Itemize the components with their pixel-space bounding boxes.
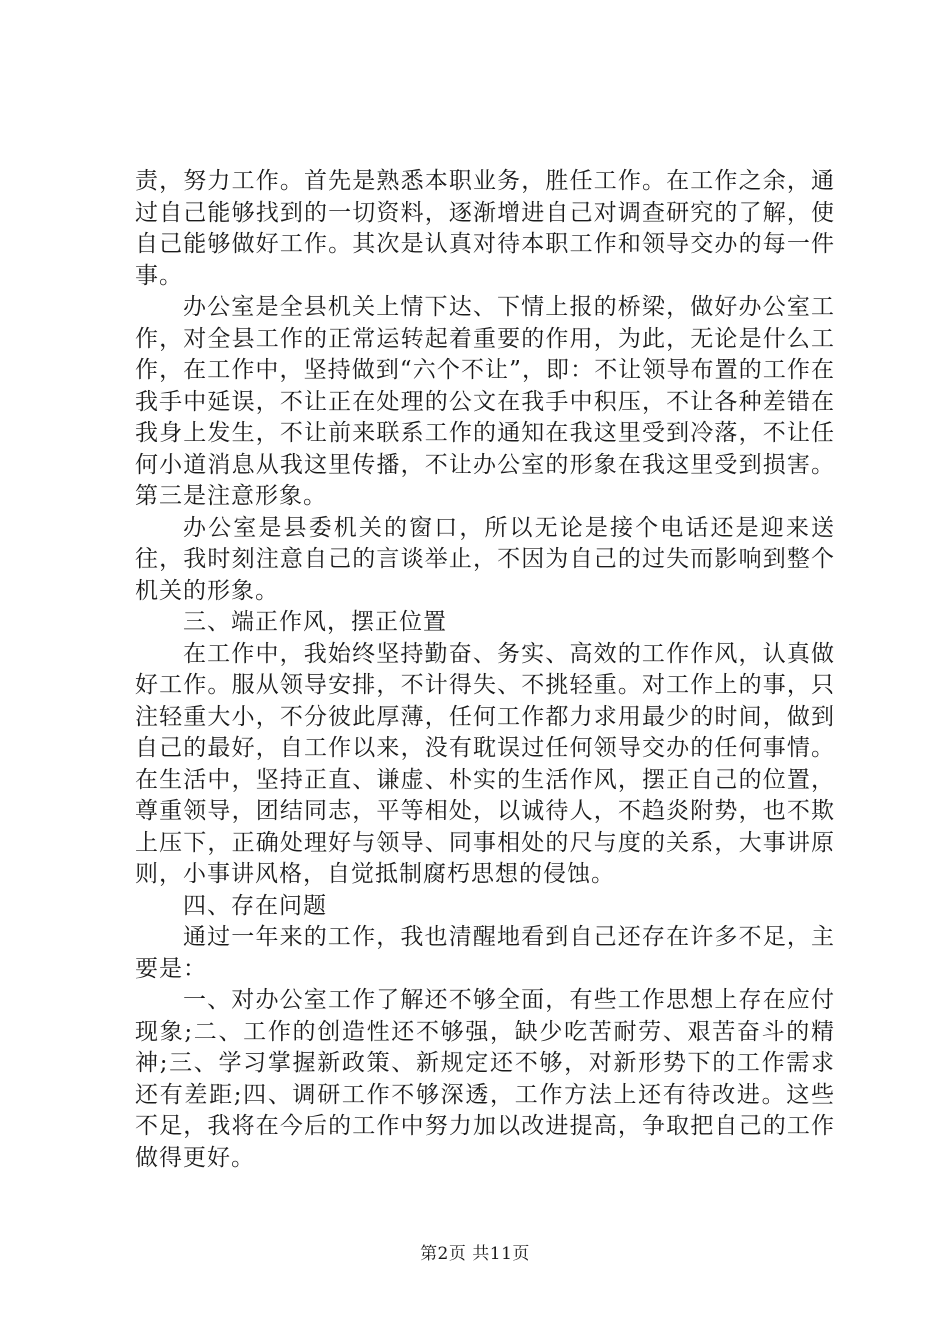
section-heading-4: 四、存在问题 bbox=[183, 892, 327, 919]
paragraph-1: 责，努力工作。首先是熟悉本职业务，胜任工作。在工作之余，通过自己能够找到的一切资料，逐渐增进自己对调查研究的了解，使自己能够做好工作。其次是认真对待本职工作和领导交办的每一件事。 bbox=[135, 168, 835, 289]
paragraph-5: 通过一年来的工作，我也清醒地看到自己还存在许多不足，主要是： bbox=[135, 924, 835, 982]
paragraph-6: 一、对办公室工作了解还不够全面，有些工作思想上存在应付现象;二、工作的创造性还不够强，缺少吃苦耐劳、艰苦奋斗的精神;三、学习掌握新政策、新规定还不够，对新形势下的工作需求还有差距;四、调研工作不够深透，工作方法上还有待改进。这些不足，我将在今后的工作中努力加以改进提高，争取把自己的工作做得更好。 bbox=[135, 987, 835, 1171]
document-body bbox=[135, 166, 835, 1174]
paragraph-2: 办公室是全县机关上情下达、下情上报的桥梁，做好办公室工作，对全县工作的正常运转起着重要的作用，为此，无论是什么工作，在工作中，坚持做到“六个不让”，即：不让领导布置的工作在我手中延误，不让正在处理的公文在我手中积压，不让各种差错在我身上发生，不让前来联系工作的通知在我这里受到冷落，不让任何小道消息从我这里传播，不让办公室的形象在我这里受到损害。第三是注意形象。 bbox=[135, 294, 835, 509]
section-heading-3: 三、端正作风，摆正位置 bbox=[183, 609, 447, 635]
page-number-footer: 第2页 共11页 bbox=[420, 1244, 530, 1264]
paragraph-4: 在工作中，我始终坚持勤奋、务实、高效的工作作风，认真做好工作。服从领导安排，不计得失、不挑轻重。对工作上的事，只注轻重大小，不分彼此厚薄，任何工作都力求用最少的时间，做到自己的最好，自工作以来，没有耽误过任何领导交办的任何事情。在生活中，坚持正直、谦虚、朴实的生活作风，摆正自己的位置，尊重领导，团结同志，平等相处，以诚待人，不趋炎附势，也不欺上压下，正确处理好与领导、同事相处的尺与度的关系，大事讲原则，小事讲风格，自觉抵制腐朽思想的侵蚀。 bbox=[135, 640, 835, 887]
paragraph-3: 办公室是县委机关的窗口，所以无论是接个电话还是迎来送往，我时刻注意自己的言谈举止，不因为自己的过失而影响到整个机关的形象。 bbox=[135, 514, 835, 604]
